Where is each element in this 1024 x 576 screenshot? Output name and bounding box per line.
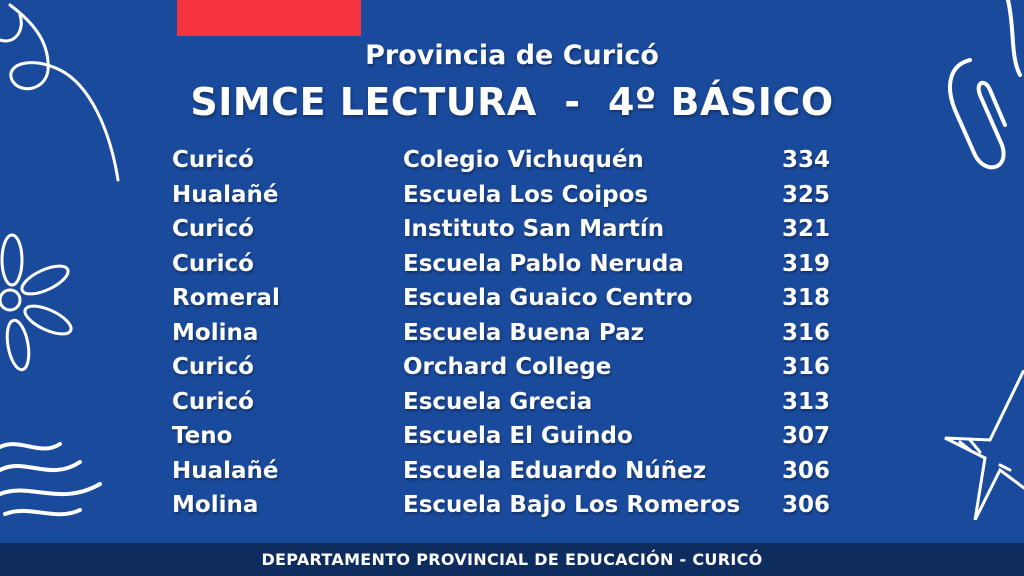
- city-label: Curicó: [172, 354, 254, 380]
- list-item: [172, 350, 842, 385]
- score-value: 316: [781, 354, 830, 380]
- list-item: [172, 419, 842, 454]
- score-value: 316: [781, 319, 830, 346]
- school-name: Orchard College: [403, 354, 612, 380]
- list-item: [172, 143, 842, 178]
- city-label: Molina: [172, 319, 259, 346]
- red-accent-bar: [177, 0, 361, 36]
- score-value: 318: [781, 285, 830, 311]
- footer-banner: DEPARTAMENTO PROVINCIAL DE EDUCACIÓN - CURICÓ: [0, 543, 1024, 576]
- school-name: Instituto San Martín: [403, 216, 665, 242]
- city-label: Curicó: [172, 250, 254, 277]
- city-label: Curicó: [172, 388, 254, 415]
- school-name: Escuela Guaico Centro: [403, 285, 693, 311]
- city-label: Hualañé: [172, 457, 279, 484]
- list-item: [172, 178, 842, 213]
- list-item: [172, 212, 842, 247]
- page-title: SIMCE LECTURA - 4º BÁSICO: [190, 80, 834, 124]
- school-name: Colegio Vichuquén: [403, 147, 644, 173]
- ranking-list: [172, 143, 842, 523]
- school-name: Escuela El Guindo: [403, 423, 633, 449]
- school-name: Escuela Buena Paz: [403, 319, 644, 346]
- school-name: Escuela Los Coipos: [403, 181, 649, 208]
- list-item: [172, 385, 842, 420]
- city-label: Molina: [172, 492, 259, 518]
- page-subtitle: Provincia de Curicó: [365, 40, 659, 71]
- score-value: 334: [781, 147, 830, 173]
- list-item: [172, 247, 842, 282]
- score-value: 306: [781, 457, 830, 484]
- city-label: Curicó: [172, 216, 254, 242]
- city-label: Teno: [172, 423, 233, 449]
- list-item: [172, 454, 842, 489]
- list-item: [172, 488, 842, 523]
- score-value: 321: [781, 216, 830, 242]
- wave-doodle: [0, 432, 110, 522]
- school-name: Escuela Bajo Los Romeros: [403, 492, 741, 518]
- school-name: Escuela Pablo Neruda: [403, 250, 684, 277]
- school-name: Escuela Eduardo Núñez: [403, 457, 707, 484]
- flower-doodle: [0, 225, 80, 375]
- city-label: Curicó: [172, 147, 254, 173]
- score-value: 319: [781, 250, 830, 277]
- list-item: [172, 281, 842, 316]
- score-value: 313: [781, 388, 830, 415]
- city-label: Hualañé: [172, 181, 279, 208]
- school-name: Escuela Grecia: [403, 388, 593, 415]
- score-value: 325: [781, 181, 830, 208]
- star-doodle: [940, 370, 1024, 520]
- city-label: Romeral: [172, 285, 280, 311]
- list-item: [172, 316, 842, 351]
- score-value: 306: [781, 492, 830, 518]
- score-value: 307: [781, 423, 830, 449]
